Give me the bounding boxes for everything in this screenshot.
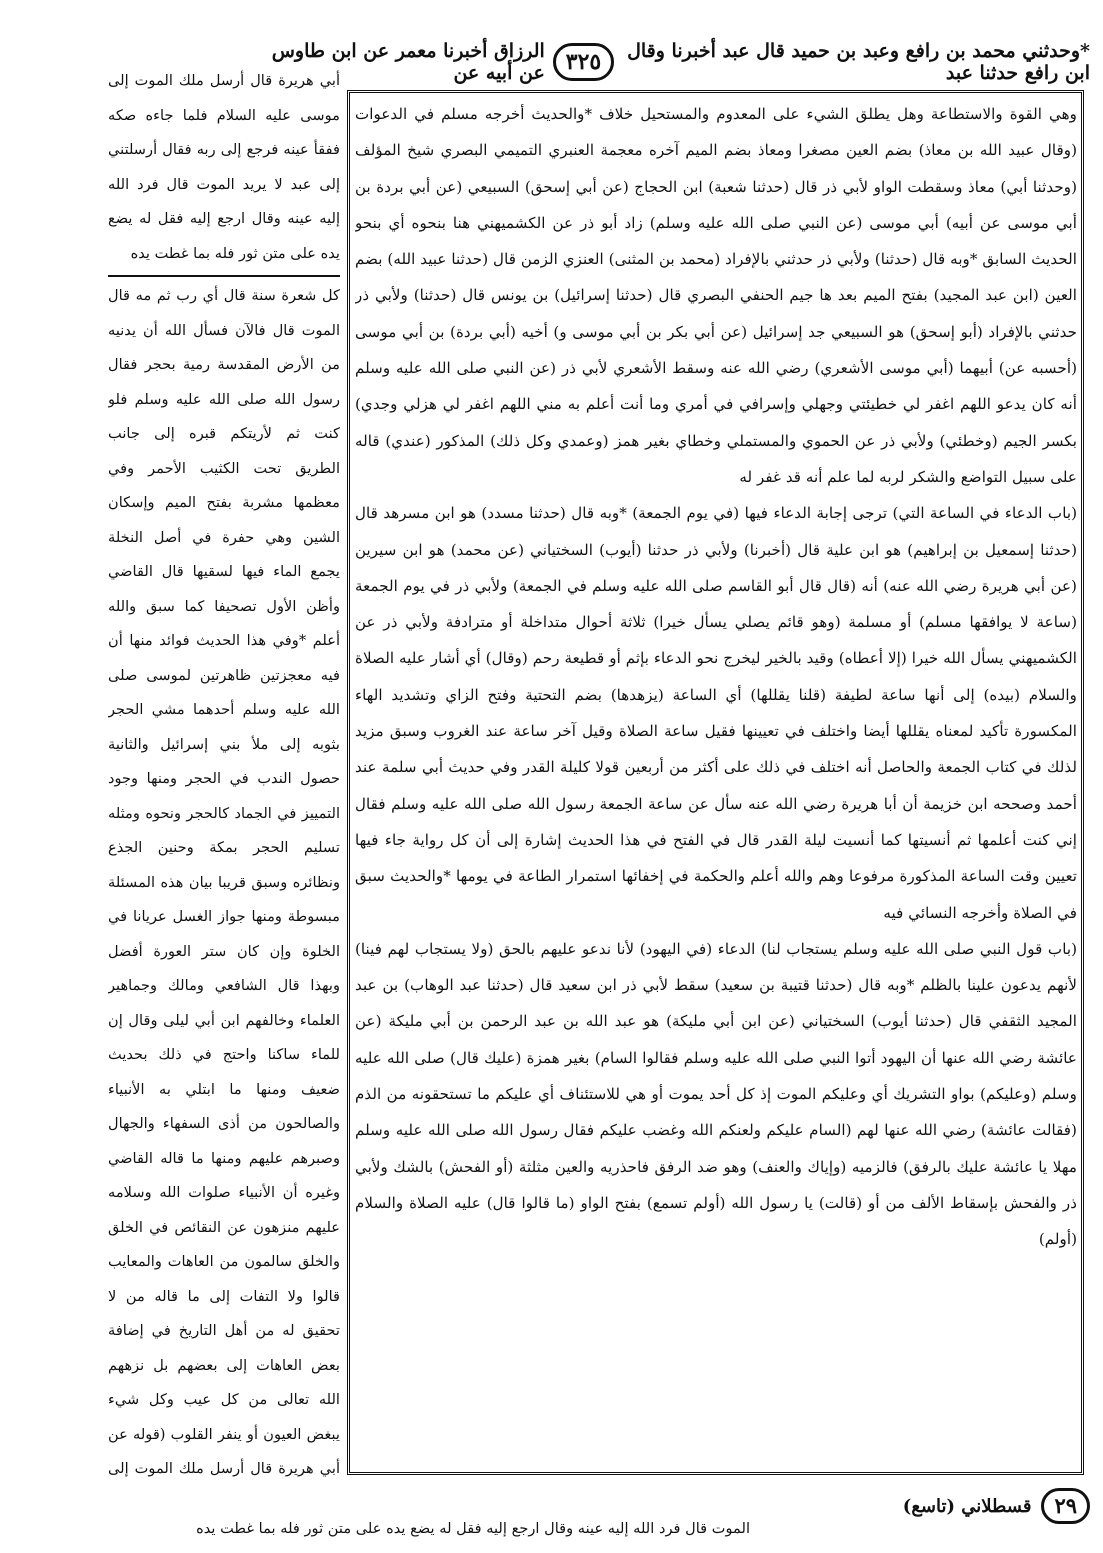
footer-signature: قسطلاني (تاسع) bbox=[902, 1495, 1032, 1517]
margin-paragraph-2: كل شعرة سنة قال أي رب ثم مه قال الموت قال فالآن فسأل الله أن يدنيه من الأرض المقدسة رمية بحجر فقال رسول الله صلى الله عليه وسلم فلو كنت ثم لأريتكم قبره إلى جانب الطريق تحت الكثيب الأحمر وفي معظمها مشربة بفتح الميم وإسكان الشين وهي حفرة في أصل النخلة يجمع الماء فيها لسقيها قال القاضي وأظن الأول تصحيفا كما سبق والله أعلم *وفي هذا الحديث فوائد منها أن فيه معجزتين ظاهرتين لموسى صلى الله عليه وسلم أحدهما مشي الحجر بثوبه إلى ملأ بني إسرائيل والثانية حصول الندب في الحجر ومنها وجود التمييز في الجماد كالحجر ونحوه ومثله تسليم الحجر بمكة وحنين الجذع ونظائره وسبق قريبا بيان هذه المسئلة مبسوطة ومنها جواز الغسل عريانا في الخلوة وإن كان ستر العورة أفضل وبهذا قال الشافعي ومالك وجماهير العلماء وخالفهم ابن أبي ليلى وقال إن للماء ساكنا واحتج في ذلك بحديث ضعيف ومنها ما ابتلي به الأنبياء والصالحون من أذى السفهاء والجهال وصبرهم عليهم ومنها ما قاله القاضي وغيره أن الأنبياء صلوات الله وسلامه عليهم منزهون عن النقائص في الخلق والخلق سالمون من العاهات والمعايب قالوا ولا التفات إلى ما قاله من لا تحقيق له من أهل التاريخ في إضافة بعض العاهات إلى بعضهم بل نزههم الله تعالى من كل عيب وكل شيء يبغض العيون أو ينفر القلوب (قوله عن أبي هريرة قال أرسل ملك الموت إلى bbox=[108, 287, 340, 1477]
main-commentary bbox=[355, 96, 1077, 1470]
main-paragraph-3: (باب قول النبي صلى الله عليه وسلم يستجاب لنا) الدعاء (في اليهود) لأنا ندعو عليهم بالحق (ولا يستجاب لهم فينا) لأنهم يدعون علينا بالظلم *وبه قال (حدثنا قتيبة بن سعيد) سقط لأبي ذر ابن سعيد قال (حدثنا عبد الوهاب) بن عبد المجيد الثقفي قال (حدثنا أيوب) السختياني (عن ابن أبي مليكة) هو عبد الله بن عبد الرحمن بن أبي مليكة (عن عائشة رضي الله عنها أن اليهود أتوا النبي صلى الله عليه وسلم فقالوا السام) بغير همزة (عليك قال) صلى الله عليه وسلم (وعليكم) بواو التشريك أي وعليكم الموت إذ كل أحد يموت أو هي للاستئناف أي عليكم ما تستحقونه من الذم (فقالت عائشة) رضي الله عنها لهم (السام عليكم ولعنكم الله وغضب عليكم فقال رسول الله صلى الله عليه وسلم مهلا يا عائشة عليك بالرفق) فالزميه (وإياك والعنف) وهو ضد الرفق فاحذريه والعين مثلثة (أو الفحش) بالشك ولأبي ذر والفحش بإسقاط الألف من أو (قالت) يا رسول الله (أولم تسمع) بفتح الواو (ما قالوا قال) عليه الصلاة والسلام (أولم) bbox=[355, 939, 1077, 1249]
main-paragraph-2: (باب الدعاء في الساعة التي) ترجى إجابة الدعاء فيها (في يوم الجمعة) *وبه قال (حدثنا مسدد) هو ابن مسرهد قال (حدثنا إسمعيل بن إبراهيم) هو ابن علية قال (أخبرنا) ولأبي ذر حدثنا (أيوب) السختياني (عن محمد) هو ابن سيرين (عن أبي هريرة رضي الله عنه) أنه (قال قال أبو القاسم صلى الله عليه وسلم في الجمعة) ولأبي ذر في يوم الجمعة (ساعة لا يوافقها مسلم) أو مسلمة (وهو قائم يصلي يسأل خيرا) ثلاثة أحوال متداخلة أو مترادفة ولأبي ذر عن الكشميهني يسأل الله خيرا (إلا أعطاه) وقيد بالخير ليخرج نحو الدعاء بإثم أو قطيعة رحم (وقال) أي أشار عليه الصلاة والسلام (بيده) إلى أنها ساعة لطيفة (قلنا يقللها) أي الساعة (يزهدها) بضم التحتية وفتح الزاي وتشديد الهاء المكسورة تأكيد لمعناه يقللها أيضا واختلف في تعيينها فقيل ساعة الصلاة وقيل آخر ساعة عند الغروب وسبق مزيد لذلك في كتاب الجمعة والحاصل أنه اختلف في ذلك على أكثر من أربعين قولا كليلة القدر وفي حديث أبي سلمة عند أحمد وصححه ابن خزيمة أن أبا هريرة رضي الله عنه سأل عن ساعة الجمعة رسول الله صلى الله عليه وسلم فقال إني كنت أعلمها ثم أنسيتها كما أنسيت ليلة القدر قال في الفتح في هذا الحديث إشارة إلى أن كل رواية جاء فيها تعيين وقت الساعة المذكورة مرفوعا وهم والله أعلم والحكمة في إخفائها استمرار الطاعة في يومها *والحديث سبق في الصلاة وأخرجه النسائي فيه bbox=[355, 504, 1077, 922]
header-text-left: الرزاق أخبرنا معمر عن ابن طاوس عن أبيه عن bbox=[271, 40, 545, 84]
page-header bbox=[262, 38, 1090, 86]
header-page-number: ٣٢٥ bbox=[553, 43, 614, 81]
margin-commentary bbox=[108, 64, 340, 1484]
margin-divider bbox=[108, 275, 340, 277]
header-text-right: *وحدثني محمد بن رافع وعبد بن حميد قال عبد أخبرنا وقال ابن رافع حدثنا عبد bbox=[627, 40, 1090, 84]
main-paragraph-1: وهي القوة والاستطاعة وهل يطلق الشيء على المعدوم والمستحيل خلاف *والحديث أخرجه مسلم في الدعوات (وقال عبيد الله بن معاذ) بضم العين مصغرا ومعاذ بضم الميم آخره معجمة العنبري التميمي البصري شيخ المؤلف (وحدثنا أبي) معاذ وسقطت الواو لأبي ذر قال (حدثنا شعبة) ابن الحجاج (عن أبي إسحق) السبيعي (عن أبي بردة بن أبي موسى عن أبيه) أبي موسى (عن النبي صلى الله عليه وسلم) زاد أبو ذر عن الكشميهني هنا بنحوه أي بنحو الحديث السابق *وبه قال (حدثنا) ولأبي ذر حدثني بالإفراد (محمد بن المثنى) العنزي الزمن قال (حدثنا عبيد الله) بضم العين (ابن عبد المجيد) بفتح الميم بعد ها جيم الحنفي البصري قال (حدثنا إسرائيل) بن يونس قال (حدثنا) ولأبي ذر حدثني بالإفراد (أبو إسحق) هو السبيعي جد إسرائيل (عن أبي بكر بن أبي موسى و) أخيه (أبي بردة) بن أبي موسى (أحسبه عن) أبيهما (أبي موسى الأشعري) رضي الله عنه وسقط الأشعري لأبي ذر (عن النبي صلى الله عليه وسلم أنه كان يدعو اللهم اغفر لي خطيئتي وجهلي وإسرافي في أمري وما أنت أعلم به مني اللهم اغفر لي هزلي وجدي) بكسر الجيم (وخطئي) ولأبي ذر عن الحموي والمستملي وخطاي بغير همز (وعمدي وكل ذلك) المذكور (عندي) قاله على سبيل التواضع والشكر لربه لما علم أنه قد غفر له bbox=[355, 105, 1077, 486]
margin-continuation-line: الموت قال فرد الله إليه عينه وقال ارجع إليه فقل له يضع يده على متن ثور فله بما غطت يده bbox=[196, 1520, 750, 1537]
margin-paragraph-1: أبي هريرة قال أرسل ملك الموت إلى موسى عليه السلام فلما جاءه صكه ففقأ عينه فرجع إلى ربه فقال أرسلتني إلى عبد لا يريد الموت قال فرد الله إليه عينه وقال ارجع إليه فقل له يضع يده على متن ثور فله بما غطت يده bbox=[108, 72, 340, 262]
footer-page-number: ٢٩ bbox=[1041, 1488, 1090, 1524]
